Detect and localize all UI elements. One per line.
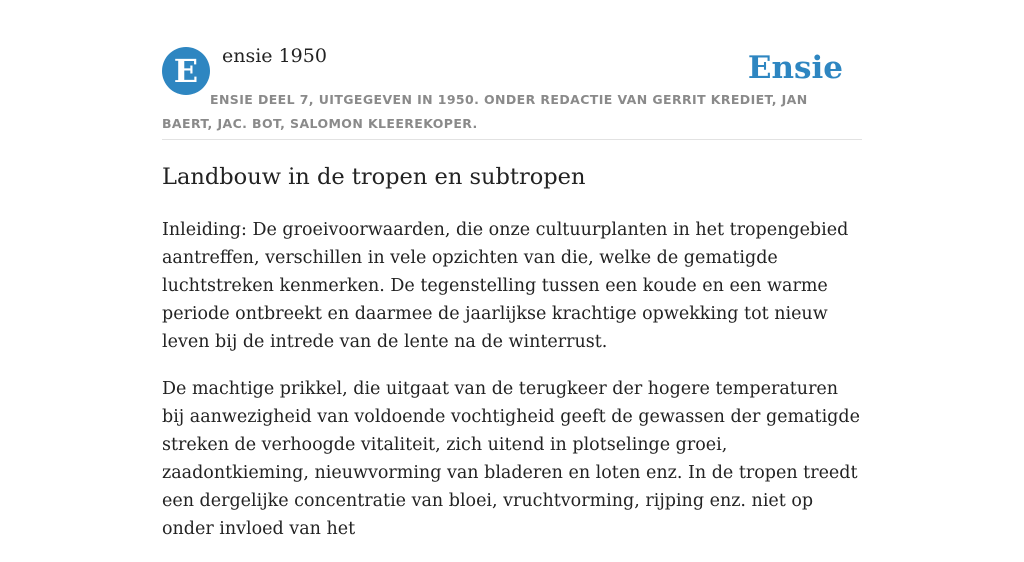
page	[162, 0, 862, 539]
site-title[interactable]: ensie 1950	[222, 45, 327, 67]
header-divider	[162, 139, 862, 140]
article-paragraph: Inleiding: De groeivoorwaarden, die onze cultuurplanten in het tropengebied aantreffen, verschillen in vele opzichten van die, welke de gematigde luchtstreken kenmerken. De tegenstelling tussen een koude en een warme periode ontbreekt en daarmee de jaarlijkse krachtige opwekking tot nieuw leven bij de intrede van de lente na de winterrust.	[162, 220, 849, 352]
edition-subtitle: ENSIE DEEL 7, UITGEGEVEN IN 1950. ONDER REDACTIE VAN GERRIT KREDIET, JAN BAERT, JAC. BOT, SALOMON KLEEREKOPER.	[162, 92, 808, 131]
article-paragraph: De machtige prikkel, die uitgaat van de terugkeer der hogere temperaturen bij aanwezigheid van voldoende vochtigheid geeft de gewassen der gematigde streken de verhoogde vitaliteit, zich uitend in plotselinge groei, zaadontkieming, nieuwvorming van bladeren en loten enz. In de tropen treedt een dergelijke concentratie van bloei, vruchtvorming, rijping enz. niet op onder invloed van het	[162, 379, 860, 539]
article-body	[162, 216, 862, 562]
brand-link[interactable]: Ensie	[747, 50, 843, 86]
ensie-logo-icon[interactable]: E	[162, 47, 210, 95]
article-title: Landbouw in de tropen en subtropen	[162, 164, 586, 190]
